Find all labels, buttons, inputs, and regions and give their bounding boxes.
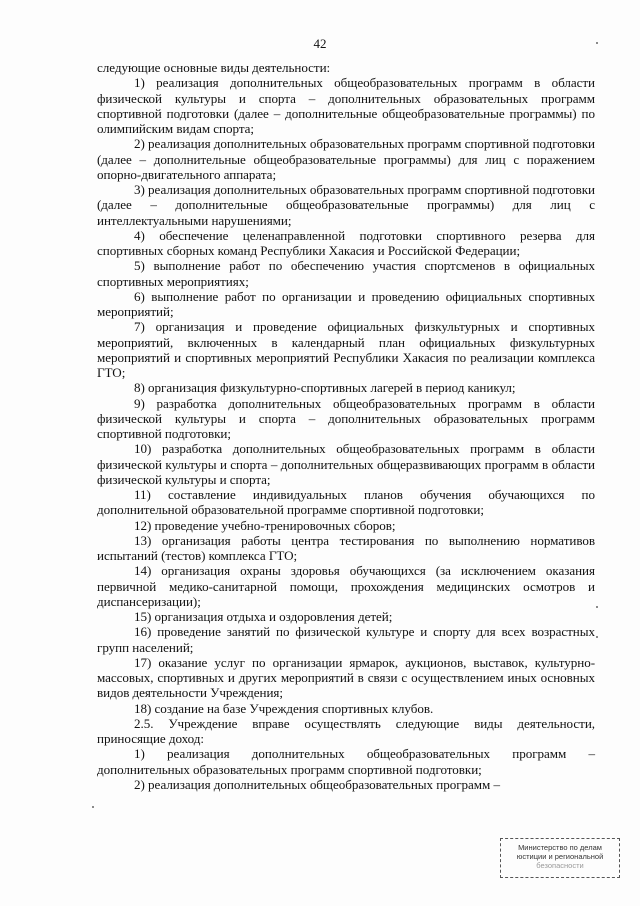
registration-stamp — [500, 838, 620, 878]
stamp-line-2: юстиции и региональной — [516, 852, 604, 861]
list-item-16: 16) проведение занятий по физической культуре и спорту для всех возрастных групп населений; — [97, 624, 595, 655]
list-item-9: 9) разработка дополнительных общеобразовательных программ в области физической культуры и спорта – дополнительных образовательных программ спортивной подготовки; — [97, 395, 595, 441]
list-item-15: 15) организация отдыха и оздоровления детей; — [134, 609, 393, 624]
scan-speck — [596, 606, 598, 608]
list-item-5: 5) выполнение работ по обеспечению участия спортсменов в официальных спортивных мероприятиях; — [97, 258, 595, 289]
list-item-17: 17) оказание услуг по организации ярмарок, аукционов, выставок, культурно-массовых, спортивных и других мероприятий в связи с осуществлением иных основных видов деятельности Учреждения; — [97, 654, 595, 701]
income-item-2: 2) реализация дополнительных общеобразовательных программ – — [134, 776, 500, 792]
list-item-12: 12) проведение учебно-тренировочных сборов; — [134, 517, 396, 533]
income-item-1: 1) реализация дополнительных общеобразовательных программ – дополнительных образовательных программ спортивной подготовки; — [97, 746, 595, 777]
list-item-14: 14) организация охраны здоровья обучающихся (за исключением оказания первичной медико-санитарной помощи, прохождения медицинских осмотров и диспансеризации); — [97, 563, 595, 609]
list-item-4: 4) обеспечение целенаправленной подготовки спортивного резерва для спортивных сборных команд Республики Хакасия и Российской Федерации; — [97, 227, 595, 258]
stamp-line-3: безопасности — [536, 861, 584, 870]
scan-speck — [596, 636, 598, 638]
page-number: 42 — [313, 36, 327, 51]
list-item-8: 8) организация физкультурно-спортивных лагерей в период каникул; — [134, 380, 516, 396]
list-item-13: 13) организация работы центра тестирования по выполнению нормативов испытаний (тестов) комплекса ГТО; — [97, 532, 595, 563]
list-item-7: 7) организация и проведение официальных физкультурных и спортивных мероприятий, включенных в календарный план официальных физкультурных мероприятий и спортивных мероприятий Республики Хакасия по реализации комплекса ГТО; — [97, 319, 595, 380]
list-item-18: 18) создание на базе Учреждения спортивных клубов. — [134, 700, 434, 716]
list-item-11: 11) составление индивидуальных планов обучения обучающихся по дополнительной образовательной программе спортивной подготовки; — [97, 487, 595, 518]
document-body — [97, 60, 595, 792]
list-item-6: 6) выполнение работ по организации и проведению официальных спортивных мероприятий; — [97, 288, 595, 319]
list-item-2: 2) реализация дополнительных образовательных программ спортивной подготовки (далее – дополнительные общеобразовательные программы) для лиц с поражением опорно-двигательного аппарата; — [97, 136, 595, 182]
section-2-5-heading: 2.5. Учреждение вправе осуществлять следующие виды деятельности, приносящие доход: — [97, 715, 595, 746]
list-item-3: 3) реализация дополнительных образовательных программ спортивной подготовки (далее – дополнительные общеобразовательные программы) для лиц с интеллектуальными нарушениями; — [97, 182, 595, 228]
paragraph-intro: следующие основные виды деятельности: — [97, 60, 331, 75]
scan-speck — [596, 42, 598, 44]
list-item-10: 10) разработка дополнительных общеобразовательных программ в области физической культуры и спорта – дополнительных общеразвивающих программ в области физической культуры и спорта; — [97, 441, 595, 487]
scan-speck — [92, 806, 94, 808]
list-item-1: 1) реализация дополнительных общеобразовательных программ в области физической культуры и спорта – дополнительных образовательных программ спортивной подготовки (далее – дополнительные общеобразовательные программы) по олимпийским видам спорта; — [97, 75, 595, 136]
stamp-line-1: Министерство по делам — [518, 843, 602, 852]
